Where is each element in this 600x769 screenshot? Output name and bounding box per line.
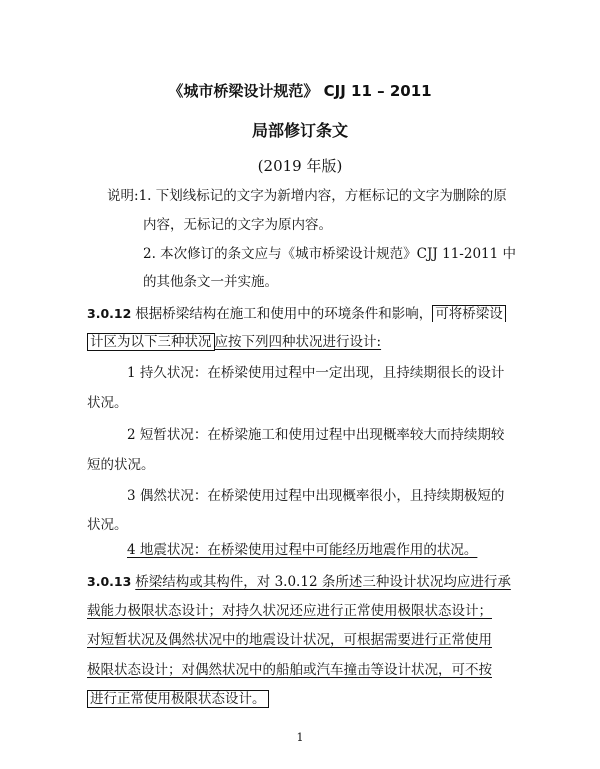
note-item-1: 1. 下划线标记的文字为新增内容，方框标记的文字为删除的原 [138,188,507,204]
clause-3013-line-5 [87,689,269,709]
inserted-text: 极限状态设计；对偶然状况中的船舶或汽车撞击等设计状况，可不按 [87,662,492,678]
state-3-line-1: 3 偶然状况：在桥梁使用过程中出现概率很小，且持续期极短的 [127,488,505,504]
note-label: 说明: [107,188,139,204]
edition-label: (2019 年版) [257,157,343,175]
note-item-2-cont: 的其他条文一并实施。 [143,274,278,290]
note-item-2: 2. 本次修订的条文应与《城市桥梁设计规范》CJJ 11-2011 中 [143,246,517,262]
state-2-line-1: 2 短暂状况：在桥梁施工和使用过程中出现概率较大而持续期较 [127,427,505,443]
clause-3013-line-3 [87,630,492,650]
document-title: 《城市桥梁设计规范》 CJJ 11 – 2011 [168,82,432,100]
note-line-1 [107,186,507,206]
page-number: 1 [296,731,304,744]
document-subtitle: 局部修订条文 [251,121,348,140]
inserted-text: 桥梁结构或其构件，对 3.0.12 条所述三种设计状况均应进行承 [135,574,511,590]
clause-3013-line-2 [87,601,492,621]
clause-3012-text: 根据桥梁结构在施工和使用中的环境条件和影响， [135,306,433,322]
clause-3012-number: 3.0.12 [87,306,132,321]
deleted-text-box: 计区为以下三种状况 [87,333,215,351]
clause-3013-line-1 [87,572,511,592]
deleted-text-box: 进行正常使用极限状态设计。 [87,690,269,708]
deleted-text-box: 可将桥梁设 [432,305,506,322]
inserted-text: 载能力极限状态设计；对持久状况还应进行正常使用极限状态设计； [87,603,492,619]
state-2-line-2: 短的状况。 [87,457,155,473]
state-1-line-1: 1 持久状况：在桥梁使用过程中一定出现，且持续期很长的设计 [127,365,505,381]
inserted-text: 应按下列四种状况进行设计: [214,334,382,350]
inserted-text: 4 地震状况：在桥梁使用过程中可能经历地震作用的状况。 [127,542,478,558]
inserted-text: 对短暂状况及偶然状况中的地震设计状况，可根据需要进行正常使用 [87,632,492,648]
clause-3012-line-1 [87,304,506,324]
clause-3013-number: 3.0.13 [87,574,132,589]
state-4-added [127,540,477,560]
state-1-line-2: 状况。 [87,395,128,411]
clause-3013-line-4 [87,660,492,680]
state-3-line-2: 状况。 [87,517,128,533]
note-item-1-cont: 内容，无标记的文字为原内容。 [143,217,332,233]
clause-3012-line-2 [87,332,381,352]
